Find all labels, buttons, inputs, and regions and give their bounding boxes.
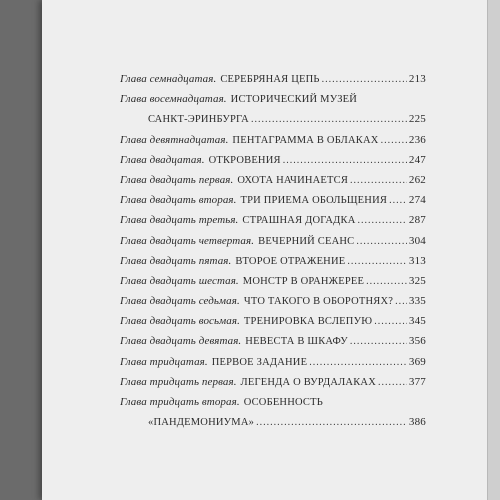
dot-leader xyxy=(322,70,407,89)
dot-leader xyxy=(358,211,407,230)
page-number: 325 xyxy=(408,274,426,287)
dot-leader xyxy=(378,373,407,392)
toc-entry xyxy=(120,231,426,251)
chapter-title: ВЕЧЕРНИЙ СЕАНС xyxy=(258,235,355,247)
chapter-title: СЕРЕБРЯНАЯ ЦЕПЬ xyxy=(220,74,320,85)
dot-leader xyxy=(381,131,407,150)
chapter-title: НЕВЕСТА В ШКАФУ xyxy=(245,336,348,348)
toc-entry xyxy=(120,291,426,311)
page-number: 356 xyxy=(408,335,426,348)
toc-entry xyxy=(120,251,426,271)
toc-line-continuation xyxy=(120,109,426,129)
chapter-title: МОНСТР В ОРАНЖЕРЕЕ xyxy=(242,275,365,287)
page-number: 287 xyxy=(408,214,426,227)
dot-leader xyxy=(350,171,407,190)
toc-entry xyxy=(120,210,426,230)
toc-line xyxy=(120,190,426,210)
toc-line xyxy=(120,210,426,230)
chapter-label: Глава двадцать шестая. xyxy=(120,274,239,287)
toc-entry xyxy=(120,372,426,392)
page-number: 377 xyxy=(408,375,426,388)
chapter-label: Глава тридцатая. xyxy=(120,355,208,368)
page-edge xyxy=(487,0,500,500)
chapter-title: ЛЕГЕНДА О ВУРДАЛАКАХ xyxy=(240,376,376,388)
page-number: 262 xyxy=(408,173,426,186)
dot-leader xyxy=(356,232,407,251)
toc-entry xyxy=(120,170,426,190)
toc-entry xyxy=(120,271,426,291)
chapter-label: Глава тридцать вторая. xyxy=(120,396,240,408)
chapter-label: Глава двадцать восьмая. xyxy=(120,315,240,328)
toc-line xyxy=(120,69,426,89)
chapter-title: ТРЕНИРОВКА ВСЛЕПУЮ xyxy=(243,316,373,328)
page-number: 236 xyxy=(408,133,426,146)
page-number: 313 xyxy=(408,254,426,267)
page-number: 345 xyxy=(408,315,426,328)
page-number: 304 xyxy=(408,234,426,247)
dot-leader xyxy=(283,151,407,170)
chapter-label: Глава двадцать первая. xyxy=(120,173,234,186)
toc-line xyxy=(120,271,426,291)
dot-leader xyxy=(350,332,407,351)
chapter-label: Глава двадцать пятая. xyxy=(120,254,232,267)
chapter-label: Глава семнадцатая. xyxy=(120,73,217,85)
toc-line xyxy=(120,150,426,170)
chapter-title-continuation: САНКТ-ЭРИНБУРГА xyxy=(148,114,249,126)
chapter-label: Глава восемнадцатая. xyxy=(120,93,227,106)
page-number: 335 xyxy=(408,295,426,308)
page-number: 386 xyxy=(408,416,426,429)
toc-line xyxy=(120,352,426,372)
toc-line xyxy=(120,392,426,412)
dot-leader xyxy=(347,252,407,271)
toc-line xyxy=(120,89,426,109)
chapter-label: Глава двадцать седьмая. xyxy=(120,295,240,308)
toc-line xyxy=(120,231,426,251)
toc-entry xyxy=(120,190,426,210)
dot-leader xyxy=(309,353,407,372)
chapter-title: ОХОТА НАЧИНАЕТСЯ xyxy=(237,174,349,186)
toc-entry xyxy=(120,150,426,170)
toc-entry xyxy=(120,69,426,89)
chapter-title: ОТКРОВЕНИЯ xyxy=(208,154,281,166)
toc-entry xyxy=(120,89,426,129)
chapter-title: СТРАШНАЯ ДОГАДКА xyxy=(242,215,356,227)
chapter-label: Глава девятнадцатая. xyxy=(120,133,229,146)
toc-line xyxy=(120,331,426,351)
dot-leader xyxy=(374,312,407,331)
book-page xyxy=(42,0,490,500)
toc-line xyxy=(120,311,426,331)
toc-line xyxy=(120,372,426,392)
toc-line xyxy=(120,251,426,271)
chapter-title: ЧТО ТАКОГО В ОБОРОТНЯХ? xyxy=(243,296,394,308)
chapter-label: Глава тридцать первая. xyxy=(120,375,237,388)
toc-line xyxy=(120,130,426,150)
chapter-title: ПЕНТАГРАММА В ОБЛАКАХ xyxy=(232,134,379,146)
chapter-title: ИСТОРИЧЕСКИЙ МУЗЕЙ xyxy=(230,94,358,106)
table-of-contents xyxy=(120,69,426,432)
chapter-label: Глава двадцатая. xyxy=(120,153,205,166)
chapter-title: ВТОРОЕ ОТРАЖЕНИЕ xyxy=(235,255,346,267)
chapter-label: Глава двадцать четвертая. xyxy=(120,234,255,247)
page-number: 369 xyxy=(408,355,426,368)
chapter-title: ПЕРВОЕ ЗАДАНИЕ xyxy=(211,356,308,368)
chapter-label: Глава двадцать девятая. xyxy=(120,335,242,348)
page-number: 247 xyxy=(408,153,426,166)
page-number: 213 xyxy=(408,73,426,85)
toc-entry xyxy=(120,352,426,372)
dot-leader xyxy=(395,292,407,311)
page-number: 274 xyxy=(408,194,426,207)
dot-leader xyxy=(366,272,407,291)
toc-entry xyxy=(120,331,426,351)
dot-leader xyxy=(256,413,407,432)
chapter-label: Глава двадцать вторая. xyxy=(120,194,237,207)
toc-entry xyxy=(120,130,426,150)
chapter-label: Глава двадцать третья. xyxy=(120,214,239,227)
toc-line-continuation xyxy=(120,412,426,432)
chapter-title: ТРИ ПРИЕМА ОБОЛЬЩЕНИЯ xyxy=(240,195,388,207)
chapter-title-continuation: «ПАНДЕМОНИУМА» xyxy=(148,417,255,429)
toc-entry xyxy=(120,311,426,331)
toc-line xyxy=(120,170,426,190)
toc-line xyxy=(120,291,426,311)
dot-leader xyxy=(251,110,407,129)
page-number: 225 xyxy=(408,113,426,126)
chapter-title: ОСОБЕННОСТЬ xyxy=(243,397,323,408)
dot-leader xyxy=(389,191,407,210)
toc-entry xyxy=(120,392,426,432)
